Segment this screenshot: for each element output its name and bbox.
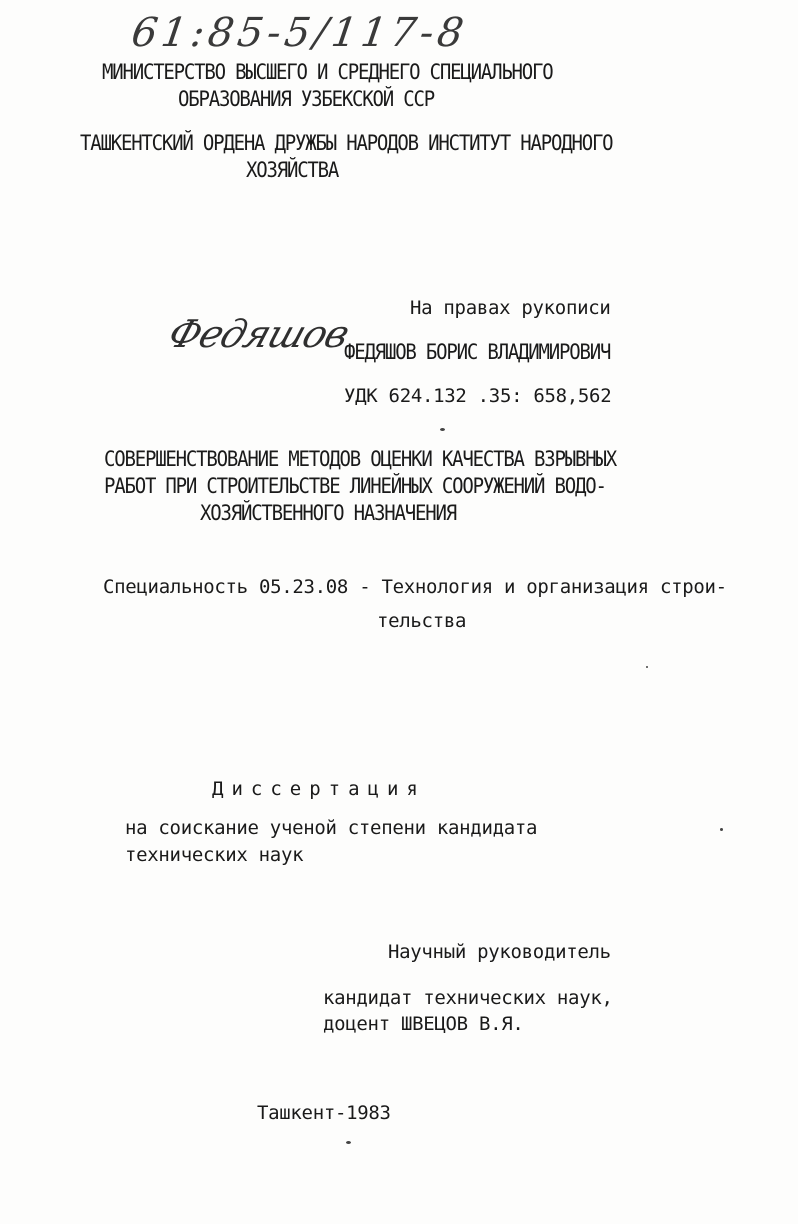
supervisor-degree: кандидат технических наук, [323, 987, 613, 1009]
institute-line-2: ХОЗЯЙСТВА [246, 158, 339, 183]
udc-code: УДК 624.132 .35: 658,562 [344, 385, 612, 407]
institute-line-1: ТАШКЕНТСКИЙ ОРДЕНА ДРУЖБЫ НАРОДОВ ИНСТИТУТ НАРОДНОГО [80, 131, 613, 156]
dot-mark [720, 828, 723, 831]
title-line-3: ХОЗЯЙСТВЕННОГО НАЗНАЧЕНИЯ [200, 501, 456, 526]
dot-mark [440, 428, 445, 431]
author-signature: Федяшов [162, 312, 355, 356]
author-name: ФЕДЯШОВ БОРИС ВЛАДИМИРОВИЧ [344, 340, 611, 365]
ministry-line-1: МИНИСТЕРСТВО ВЫСШЕГО И СРЕДНЕГО СПЕЦИАЛЬНОГО [102, 60, 553, 85]
specialty-line-2: тельства [377, 610, 467, 632]
supervisor-name: доцент ШВЕЦОВ В.Я. [323, 1013, 524, 1035]
archive-handwritten-mark: 61:85-5/117-8 [128, 10, 471, 56]
dot-mark [646, 666, 648, 668]
specialty-line-1: Специальность 05.23.08 - Технология и организация строи- [103, 576, 727, 598]
dissertation-purpose-line-2: технических наук [125, 844, 304, 866]
supervisor-label: Научный руководитель [388, 941, 611, 963]
dissertation-purpose-line-1: на соискание ученой степени кандидата [125, 817, 538, 839]
title-line-2: РАБОТ ПРИ СТРОИТЕЛЬСТВЕ ЛИНЕЙНЫХ СООРУЖЕНИЙ ВОДО- [104, 474, 606, 499]
ministry-line-2: ОБРАЗОВАНИЯ УЗБЕКСКОЙ ССР [178, 87, 434, 112]
city-year: Ташкент-1983 [257, 1102, 391, 1124]
dot-mark [346, 1141, 351, 1144]
manuscript-rights-note: На правах рукописи [410, 297, 611, 319]
title-line-1: СОВЕРШЕНСТВОВАНИЕ МЕТОДОВ ОЦЕНКИ КАЧЕСТВА ВЗРЫВНЫХ [104, 447, 616, 472]
dissertation-heading: Диссертация [212, 778, 426, 800]
